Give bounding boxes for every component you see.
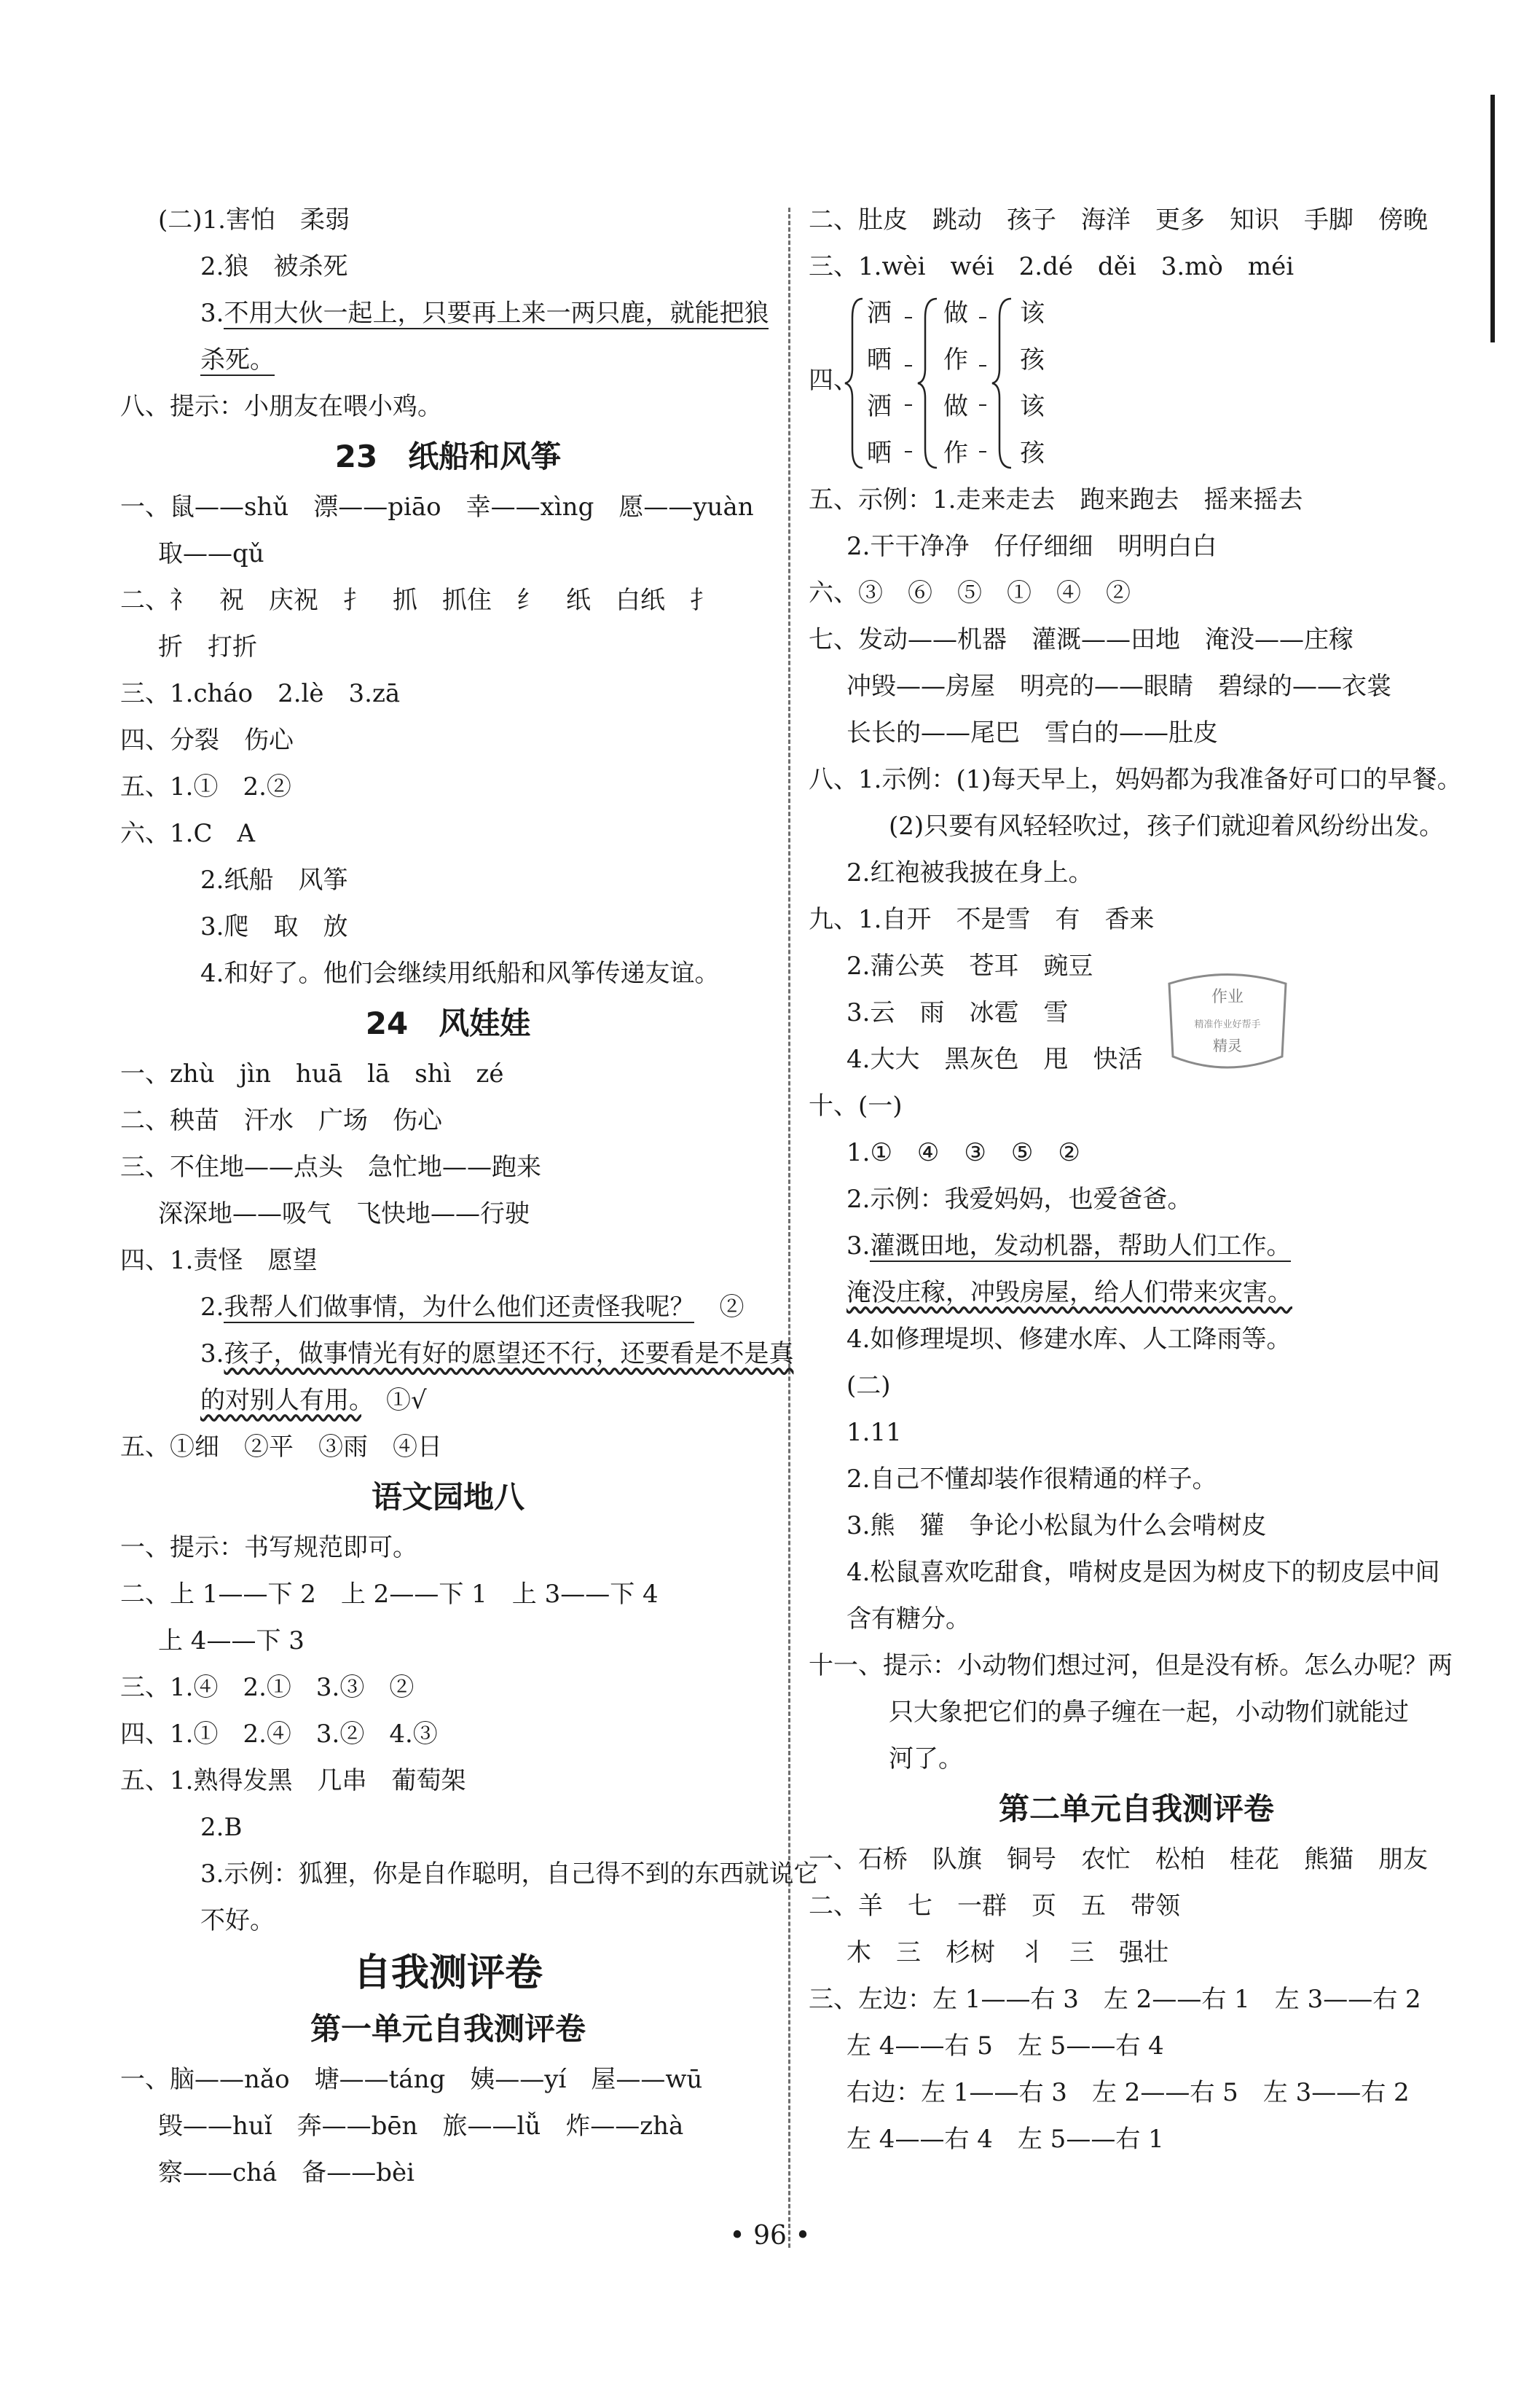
answer-line bbox=[120, 717, 776, 764]
answer-line bbox=[809, 1736, 1464, 1782]
answer-line bbox=[809, 477, 1464, 523]
answer-line bbox=[120, 1191, 776, 1237]
answer-line bbox=[120, 1237, 776, 1284]
answer-line bbox=[809, 756, 1464, 803]
brace-column-3 bbox=[1020, 290, 1064, 477]
answer-text: 五、1.① 2.② bbox=[120, 772, 291, 801]
answer-line bbox=[809, 616, 1464, 663]
answer-text: 取——qǔ bbox=[158, 539, 264, 568]
brace-character: 做 bbox=[943, 299, 968, 328]
answer-line bbox=[120, 1284, 776, 1330]
answer-text: 一、提示：书写规范即可。 bbox=[120, 1533, 417, 1562]
answer-text: 右边：左 1——右 3 左 2——右 5 左 3——右 2 bbox=[846, 2078, 1410, 2107]
answer-line bbox=[120, 2149, 776, 2196]
stamp-bottom-text: 精灵 bbox=[1213, 1037, 1242, 1054]
answer-line bbox=[120, 197, 776, 243]
brace-group-question-4 bbox=[809, 290, 1464, 477]
brace-character: 作 bbox=[943, 439, 968, 468]
answer-line bbox=[809, 943, 1464, 989]
answer-line bbox=[120, 624, 776, 670]
answer-line bbox=[120, 1664, 776, 1711]
answer-text: 三、不住地——点头 急忙地——跑来 bbox=[120, 1153, 541, 1182]
answer-line bbox=[809, 2116, 1464, 2163]
answer-text: 24 风娃娃 bbox=[365, 1006, 531, 1041]
right-brace-icon bbox=[978, 296, 1014, 471]
answer-line bbox=[809, 1036, 1464, 1083]
section-heading bbox=[120, 997, 776, 1051]
answer-text: 2.蒲公英 苍耳 豌豆 bbox=[846, 952, 1093, 981]
answer-line bbox=[809, 989, 1464, 1036]
answer-line bbox=[809, 896, 1464, 943]
wavy-underlined-answer: 的对别人有用。 bbox=[200, 1386, 361, 1415]
answer-text: 第一单元自我测评卷 bbox=[310, 2011, 586, 2047]
answer-text: 4.如修理堤坝、修建水库、人工降雨等。 bbox=[846, 1325, 1292, 1354]
brace-character: 洒 bbox=[867, 299, 892, 328]
answer-text: 木 三 杉树 丬 三 强壮 bbox=[846, 1938, 1168, 1967]
answer-text: 毁——huǐ 奔——bēn 旅——lǚ 炸——zhà bbox=[158, 2112, 684, 2141]
answer-text: (二) bbox=[846, 1371, 891, 1400]
brace-character: 该 bbox=[1020, 299, 1045, 328]
answer-line bbox=[120, 290, 776, 337]
answer-text: 四、1.责怪 愿望 bbox=[120, 1246, 318, 1275]
answer-text: 十一、提示：小动物们想过河，但是没有桥。怎么办呢？两 bbox=[809, 1651, 1453, 1680]
right-column bbox=[809, 197, 1464, 2163]
answer-line bbox=[120, 903, 776, 950]
answer-text: 一、石桥 队旗 铜号 农忙 松柏 桂花 熊猫 朋友 bbox=[809, 1845, 1428, 1874]
answer-suffix: ② bbox=[694, 1293, 745, 1322]
answer-text: 一、zhù jìn huā lā shì zé bbox=[120, 1059, 504, 1089]
answer-line bbox=[120, 2103, 776, 2149]
answer-line bbox=[809, 1456, 1464, 1502]
answer-text: 五、①细 ②平 ③雨 ④日 bbox=[120, 1432, 442, 1462]
underlined-answer: 不用大伙一起上，只要再上来一两只鹿，就能把狼 bbox=[224, 299, 769, 328]
answer-line bbox=[120, 670, 776, 717]
scan-edge-line bbox=[1490, 95, 1495, 342]
answer-text: 一、脑——nǎo 塘——táng 姨——yí 屋——wū bbox=[120, 2065, 703, 2094]
answer-line bbox=[809, 2069, 1464, 2116]
answer-text: 八、提示：小朋友在喂小鸡。 bbox=[120, 392, 442, 421]
answer-text: 自我测评卷 bbox=[353, 1951, 543, 1995]
answer-text: 三、1.cháo 2.lè 3.zā bbox=[120, 679, 401, 708]
answer-text: 三、1.④ 2.① 3.③ ② bbox=[120, 1673, 415, 1702]
answer-text: 河了。 bbox=[889, 1744, 963, 1773]
answer-line bbox=[120, 2056, 776, 2103]
answer-line bbox=[809, 1836, 1464, 1883]
brace-character: 孩 bbox=[1020, 439, 1045, 468]
answer-text: 二、礻 祝 庆祝 扌 抓 抓住 纟 纸 白纸 扌 bbox=[120, 586, 715, 615]
answer-text: 四、分裂 伤心 bbox=[120, 726, 294, 755]
answer-text: 左 4——右 4 左 5——右 1 bbox=[846, 2125, 1164, 2154]
answer-line bbox=[809, 197, 1464, 243]
answer-text: 3.爬 取 放 bbox=[200, 912, 348, 941]
wavy-underlined-answer: 淹没庄稼，冲毁房屋，给人们带来灾害。 bbox=[846, 1278, 1292, 1307]
answer-text: 冲毁——房屋 明亮的——眼睛 碧绿的——衣裳 bbox=[846, 672, 1391, 701]
answer-line bbox=[809, 2023, 1464, 2069]
watermark-stamp-icon bbox=[1162, 969, 1293, 1078]
answer-line bbox=[120, 577, 776, 624]
answer-line bbox=[120, 1524, 776, 1571]
stamp-top-text: 作业 bbox=[1211, 988, 1244, 1006]
section-heading bbox=[120, 1470, 776, 1524]
answer-line bbox=[120, 383, 776, 430]
answer-line bbox=[809, 1549, 1464, 1596]
underlined-answer: 我帮人们做事情，为什么他们还责怪我呢？ bbox=[224, 1293, 695, 1322]
answer-text: 三、左边：左 1——右 3 左 2——右 1 左 3——右 2 bbox=[809, 1985, 1421, 2014]
answer-text: 语文园地八 bbox=[371, 1479, 525, 1515]
answer-line bbox=[809, 1929, 1464, 1976]
brace-character: 该 bbox=[1020, 392, 1045, 421]
answer-line bbox=[120, 1097, 776, 1144]
answer-text: 4.和好了。他们会继续用纸船和风筝传递友谊。 bbox=[200, 959, 720, 988]
brace-character: 洒 bbox=[867, 392, 892, 421]
answer-text: 4.大大 黑灰色 甩 快活 bbox=[846, 1045, 1143, 1074]
answer-text: 四、1.① 2.④ 3.② 4.③ bbox=[120, 1720, 438, 1749]
answer-text: 3.示例：狐狸，你是自作聪明，自己得不到的东西就说它 bbox=[200, 1859, 819, 1889]
answer-line bbox=[809, 1129, 1464, 1176]
answer-text: 深深地——吸气 飞快地——行驶 bbox=[158, 1199, 530, 1228]
answer-text: 1.① ④ ③ ⑤ ② bbox=[846, 1138, 1080, 1167]
answer-text: 二、肚皮 跳动 孩子 海洋 更多 知识 手脚 傍晚 bbox=[809, 205, 1428, 235]
answer-text: 三、1.wèi wéi 2.dé děi 3.mò méi bbox=[809, 252, 1295, 281]
answer-line bbox=[809, 1176, 1464, 1223]
answer-line bbox=[809, 1642, 1464, 1689]
answer-line bbox=[120, 1424, 776, 1470]
answer-line bbox=[120, 1618, 776, 1664]
answer-line bbox=[809, 663, 1464, 710]
right-column-bottom bbox=[809, 477, 1464, 2163]
answer-text: 上 4——下 3 bbox=[158, 1626, 305, 1655]
answer-text: 五、示例：1.走来走去 跑来跑去 摇来摇去 bbox=[809, 485, 1303, 514]
section-heading bbox=[120, 2002, 776, 2056]
section-heading bbox=[120, 1944, 776, 2002]
answer-text: 2.干干净净 仔仔细细 明明白白 bbox=[846, 532, 1217, 561]
answer-line bbox=[120, 530, 776, 577]
answer-text: 折 打折 bbox=[158, 632, 257, 662]
answer-line bbox=[809, 570, 1464, 616]
answer-line bbox=[120, 1804, 776, 1851]
answer-text: 3.熊 獾 争论小松鼠为什么会啃树皮 bbox=[846, 1511, 1267, 1540]
answer-text: 3. bbox=[200, 1339, 224, 1368]
middle-brace-icon bbox=[903, 296, 940, 471]
answer-line bbox=[809, 1363, 1464, 1409]
brace-character: 作 bbox=[943, 345, 968, 375]
brace-character: 晒 bbox=[867, 345, 892, 375]
answer-line bbox=[120, 857, 776, 903]
answer-text: 2.纸船 风筝 bbox=[200, 866, 348, 895]
answer-text: 七、发动——机器 灌溉——田地 淹没——庄稼 bbox=[809, 625, 1354, 654]
answer-line bbox=[120, 1851, 819, 1897]
answer-text: (二)1.害怕 柔弱 bbox=[158, 205, 350, 235]
underlined-answer: 灌溉田地，发动机器，帮助人们工作。 bbox=[870, 1231, 1292, 1261]
answer-text: 2. bbox=[200, 1293, 224, 1322]
answer-text: 二、秧苗 汗水 广场 伤心 bbox=[120, 1106, 442, 1135]
answer-text: 3. bbox=[846, 1231, 871, 1261]
answer-line bbox=[809, 1316, 1464, 1363]
answer-line bbox=[120, 484, 776, 530]
brace-character: 晒 bbox=[867, 439, 892, 468]
answer-text: 一、鼠——shǔ 漂——piāo 幸——xìng 愿——yuàn bbox=[120, 493, 754, 522]
section-heading bbox=[120, 430, 776, 484]
answer-text: 2.狼 被杀死 bbox=[200, 252, 348, 281]
answer-line bbox=[120, 1144, 776, 1191]
answer-text: 六、1.C A bbox=[120, 819, 256, 848]
answer-text: 2.示例：我爱妈妈，也爱爸爸。 bbox=[846, 1185, 1193, 1214]
answer-line bbox=[120, 1897, 776, 1944]
answer-line bbox=[809, 1269, 1464, 1316]
answer-line bbox=[120, 243, 776, 290]
left-column bbox=[120, 197, 819, 2196]
answer-line bbox=[809, 1223, 1464, 1269]
answer-line bbox=[120, 1377, 776, 1424]
answer-line bbox=[120, 810, 776, 857]
right-column-top bbox=[809, 197, 1464, 290]
answer-line bbox=[809, 710, 1464, 756]
answer-text: 只大象把它们的鼻子缠在一起，小动物们就能过 bbox=[889, 1698, 1409, 1727]
answer-line bbox=[809, 1976, 1464, 2023]
answer-text: 八、1.示例：(1)每天早上，妈妈都为我准备好可口的早餐。 bbox=[809, 765, 1462, 794]
underlined-answer: 杀死。 bbox=[200, 345, 275, 375]
answer-text: (2)只要有风轻轻吹过，孩子们就迎着风纷纷出发。 bbox=[889, 812, 1445, 841]
answer-text: 二、羊 七 一群 页 五 带领 bbox=[809, 1892, 1180, 1921]
answer-suffix: ①√ bbox=[361, 1386, 427, 1415]
answer-text: 左 4——右 5 左 5——右 4 bbox=[846, 2031, 1164, 2061]
answer-text: 含有糖分。 bbox=[846, 1604, 970, 1634]
answer-text: 2.B bbox=[200, 1813, 243, 1842]
answer-line bbox=[120, 950, 776, 997]
brace-label: 四、 bbox=[809, 366, 858, 395]
answer-text: 2.自己不懂却装作很精通的样子。 bbox=[846, 1465, 1217, 1494]
answer-text: 第二单元自我测评卷 bbox=[998, 1791, 1274, 1827]
answer-line bbox=[120, 1571, 776, 1618]
answer-line bbox=[809, 1596, 1464, 1642]
wavy-underlined-answer: 孩子，做事情光有好的愿望还不行，还要看是不是真 bbox=[224, 1339, 794, 1368]
answer-line bbox=[809, 1689, 1464, 1736]
page-number: • 96 • bbox=[729, 2221, 811, 2251]
answer-text: 不好。 bbox=[200, 1906, 275, 1935]
answer-line bbox=[809, 803, 1464, 850]
answer-line bbox=[809, 850, 1464, 896]
brace-character: 做 bbox=[943, 392, 968, 421]
answer-line bbox=[809, 1502, 1464, 1549]
answer-text: 23 纸船和风筝 bbox=[334, 439, 562, 474]
answer-text: 3.云 雨 冰雹 雪 bbox=[846, 998, 1069, 1027]
section-heading bbox=[809, 1782, 1464, 1836]
answer-text: 九、1.自开 不是雪 有 香来 bbox=[809, 905, 1155, 934]
column-divider bbox=[788, 208, 790, 2248]
answer-line bbox=[120, 337, 776, 383]
answer-line bbox=[120, 1051, 776, 1097]
stamp-middle-text: 精准作业好帮手 bbox=[1194, 1019, 1261, 1030]
answer-line bbox=[120, 764, 776, 810]
answer-text: 2.红袍被我披在身上。 bbox=[846, 858, 1093, 887]
answer-text: 3. bbox=[200, 299, 224, 328]
answer-text: 十、(一) bbox=[809, 1091, 903, 1121]
answer-line bbox=[809, 523, 1464, 570]
answer-line bbox=[809, 1883, 1464, 1929]
answer-line bbox=[120, 1757, 776, 1804]
answer-text: 4.松鼠喜欢吃甜食，啃树皮是因为树皮下的韧皮层中间 bbox=[846, 1558, 1440, 1587]
answer-line bbox=[809, 243, 1464, 290]
answer-line bbox=[809, 1083, 1464, 1129]
answer-line bbox=[120, 1330, 794, 1377]
answer-line bbox=[120, 1711, 776, 1757]
answer-text: 1.11 bbox=[846, 1418, 902, 1447]
answer-text: 长长的——尾巴 雪白的——肚皮 bbox=[846, 718, 1218, 748]
brace-character: 孩 bbox=[1020, 345, 1045, 375]
answer-text: 二、上 1——下 2 上 2——下 1 上 3——下 4 bbox=[120, 1580, 659, 1609]
answer-text: 六、③ ⑥ ⑤ ① ④ ② bbox=[809, 579, 1131, 608]
left-brace-icon bbox=[844, 296, 865, 471]
answer-text: 五、1.熟得发黑 几串 葡萄架 bbox=[120, 1766, 466, 1795]
answer-line bbox=[809, 1409, 1464, 1456]
answer-text: 察——chá 备——bèi bbox=[158, 2158, 415, 2187]
